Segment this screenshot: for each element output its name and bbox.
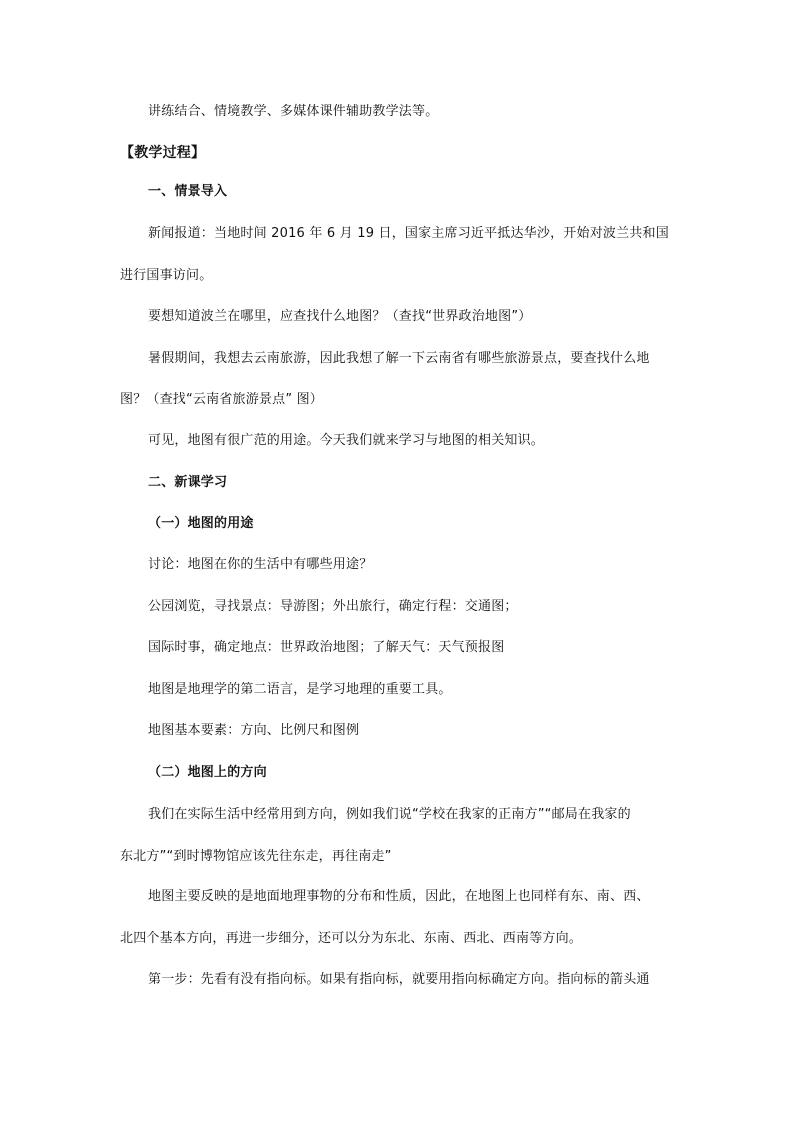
part1-heading: 一、情景导入 (148, 184, 228, 199)
summary-paragraph: 可见，地图有很广范的用途。今天我们就来学习与地图的相关知识。 (148, 433, 545, 448)
intro-line: 讲练结合、情境教学、多媒体课件辅助教学法等。 (148, 104, 439, 119)
subsection2-heading: （二）地图上的方向 (148, 765, 267, 780)
direction-paragraph2-line1: 地图主要反映的是地面地理事物的分布和性质，因此，在地图上也同样有东、南、西、 (148, 889, 650, 904)
part2-heading: 二、新课学习 (148, 475, 228, 490)
travel-paragraph-line2: 图？（查找“云南省旅游景点” 图） (120, 392, 324, 407)
elements-line: 地图基本要素：方向、比例尺和图例 (148, 723, 360, 738)
subsection1-heading: （一）地图的用途 (148, 516, 254, 531)
news-paragraph-line2: 进行国事访问。 (120, 268, 213, 283)
example-line2: 国际时事，确定地点：世界政治地图；了解天气：天气预报图 (148, 640, 505, 655)
discussion-line: 讨论：地图在你的生活中有哪些用途？ (148, 557, 373, 572)
step1-line: 第一步：先看有没有指向标。如果有指向标，就要用指向标确定方向。指向标的箭头通 (148, 972, 650, 987)
example-line1: 公园浏览，寻找景点：导游图；外出旅行，确定行程：交通图； (148, 599, 518, 614)
news-paragraph-line1: 新闻报道：当地时间 2016 年 6 月 19 日，国家主席习近平抵达华沙，开始对波兰共和国 (148, 226, 669, 241)
question-paragraph: 要想知道波兰在哪里，应查找什么地图？（查找“世界政治地图”） (148, 309, 532, 324)
section-title: 【教学过程】 (120, 145, 206, 161)
direction-paragraph1-line2: 东北方”“到时博物馆应该先往东走，再往南走” (120, 849, 392, 864)
language-line: 地图是地理学的第二语言，是学习地理的重要工具。 (148, 682, 452, 697)
travel-paragraph-line1: 暑假期间，我想去云南旅游，因此我想了解一下云南省有哪些旅游景点，要查找什么地 (148, 351, 650, 366)
direction-paragraph2-line2: 北四个基本方向，再进一步细分，还可以分为东北、东南、西北、西南等方向。 (120, 931, 583, 946)
direction-paragraph1-line1: 我们在实际生活中经常用到方向，例如我们说“学校在我家的正南方”“邮局在我家的 (148, 807, 631, 822)
